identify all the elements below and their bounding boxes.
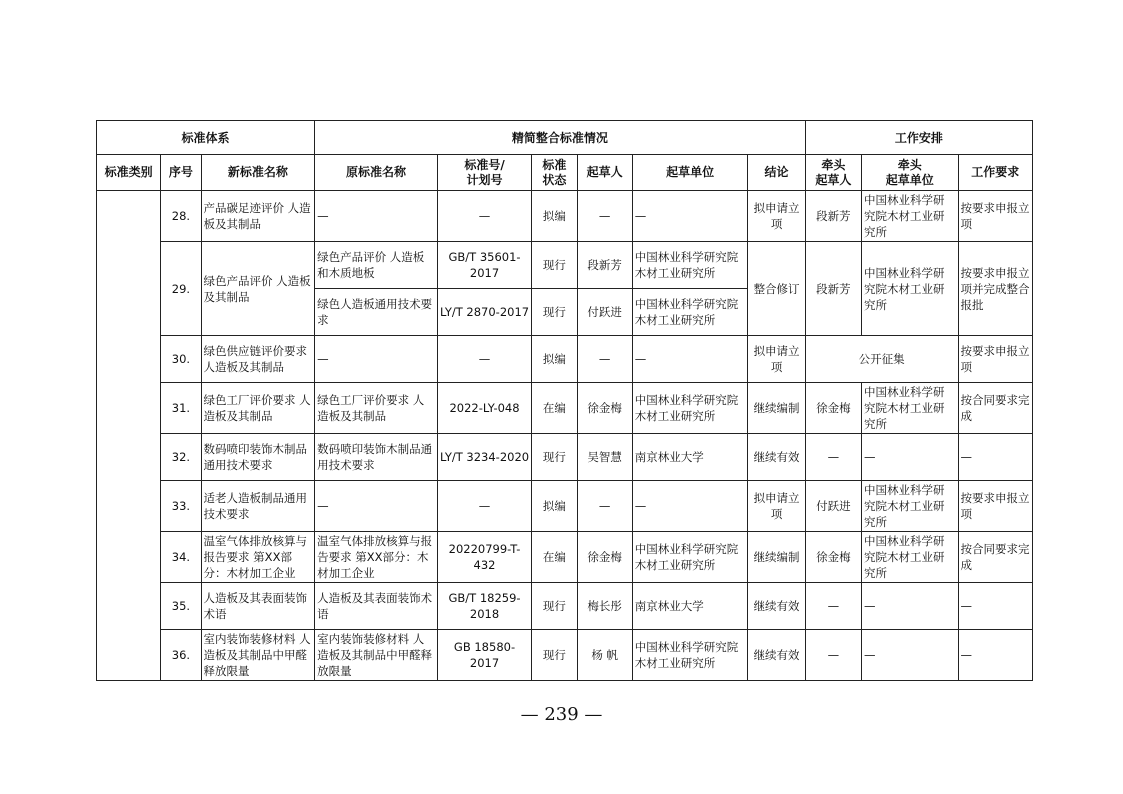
drafter: 徐金梅 [577,532,632,583]
lead-drafting-unit: 中国林业科学研究院木材工业研究所 [862,383,959,434]
column-header: 标准类别 [97,155,161,191]
work-requirement: — [958,583,1032,630]
conclusion: 继续编制 [748,532,805,583]
new-standard-name: 室内装饰装修材料 人造板及其制品中甲醛释放限量 [201,630,315,681]
sequence-cell: 28. [161,191,201,242]
lead-drafter-merged: 公开征集 [805,336,958,383]
standard-status: 现行 [532,630,577,681]
sequence-cell: 33. [161,481,201,532]
new-standard-name: 数码喷印装饰木制品通用技术要求 [201,434,315,481]
drafter: 段新芳 [577,242,632,289]
lead-drafting-unit: 中国林业科学研究院木材工业研究所 [862,481,959,532]
header-group-row [97,121,1033,155]
work-requirement: 按合同要求完成 [958,532,1032,583]
original-standard-name: 人造板及其表面装饰术语 [315,583,438,630]
standard-number: LY/T 3234-2020 [437,434,532,481]
standards-table [96,120,1033,681]
table-row [97,630,1033,681]
work-requirement: 按要求申报立项 [958,191,1032,242]
new-standard-name: 绿色供应链评价要求 人造板及其制品 [201,336,315,383]
original-standard-name: — [315,191,438,242]
conclusion: 继续有效 [748,630,805,681]
column-header: 序号 [161,155,201,191]
standard-number: GB 18580-2017 [437,630,532,681]
lead-drafter: 徐金梅 [805,532,861,583]
drafting-unit: 中国林业科学研究院木材工业研究所 [632,289,748,336]
standard-number: — [437,336,532,383]
lead-drafting-unit: — [862,434,959,481]
table-row [97,191,1033,242]
drafter: 徐金梅 [577,383,632,434]
original-standard-name: 温室气体排放核算与报告要求 第XX部分：木材加工企业 [315,532,438,583]
sequence-cell: 32. [161,434,201,481]
drafter: 付跃进 [577,289,632,336]
original-standard-name: 数码喷印装饰木制品通用技术要求 [315,434,438,481]
standard-status: 现行 [532,583,577,630]
standard-number: LY/T 2870-2017 [437,289,532,336]
column-header: 起草人 [577,155,632,191]
drafter: — [577,481,632,532]
standard-number: GB/T 35601-2017 [437,242,532,289]
standard-status: 现行 [532,289,577,336]
original-standard-name: 室内装饰装修材料 人造板及其制品中甲醛释放限量 [315,630,438,681]
category-cell [97,191,161,681]
drafter: 梅长彤 [577,583,632,630]
table-row [97,583,1033,630]
table-row [97,434,1033,481]
table-row [97,336,1033,383]
drafting-unit: 中国林业科学研究院木材工业研究所 [632,383,748,434]
work-requirement: 按合同要求完成 [958,383,1032,434]
conclusion: 继续有效 [748,583,805,630]
sequence-cell: 31. [161,383,201,434]
page-number: — 239 — [520,704,603,725]
standard-status: 现行 [532,434,577,481]
sequence-cell: 29. [161,242,201,336]
sequence-cell: 36. [161,630,201,681]
work-requirement: 按要求申报立项 [958,336,1032,383]
column-header: 结论 [748,155,805,191]
standard-number: — [437,481,532,532]
standard-status: 拟编 [532,336,577,383]
drafting-unit: 中国林业科学研究院木材工业研究所 [632,630,748,681]
lead-drafting-unit: — [862,583,959,630]
conclusion: 拟申请立项 [748,336,805,383]
new-standard-name: 绿色产品评价 人造板及其制品 [201,242,315,336]
sequence-cell: 34. [161,532,201,583]
lead-drafter: 段新芳 [805,191,861,242]
lead-drafter: — [805,630,861,681]
table-row [97,242,1033,289]
conclusion: 整合修订 [748,242,805,336]
lead-drafter: — [805,583,861,630]
drafting-unit: — [632,481,748,532]
column-header: 牵头 起草人 [805,155,861,191]
standard-number: 2022-LY-048 [437,383,532,434]
column-header: 原标准名称 [315,155,438,191]
standard-number: GB/T 18259-2018 [437,583,532,630]
standard-number: 20220799-T-432 [437,532,532,583]
standard-status: 在编 [532,532,577,583]
column-header: 工作要求 [958,155,1032,191]
conclusion: 继续有效 [748,434,805,481]
lead-drafter: — [805,434,861,481]
lead-drafting-unit: 中国林业科学研究院木材工业研究所 [862,532,959,583]
column-header: 新标准名称 [201,155,315,191]
drafting-unit: — [632,191,748,242]
column-header: 牵头 起草单位 [862,155,959,191]
standard-status: 在编 [532,383,577,434]
conclusion: 拟申请立项 [748,481,805,532]
header-integration-status: 精简整合标准情况 [315,121,806,155]
original-standard-name: 绿色人造板通用技术要求 [315,289,438,336]
lead-drafting-unit: — [862,630,959,681]
new-standard-name: 温室气体排放核算与报告要求 第XX部分：木材加工企业 [201,532,315,583]
work-requirement: — [958,630,1032,681]
table-row [97,383,1033,434]
work-requirement: 按要求申报立项并完成整合报批 [958,242,1032,336]
header-standard-system: 标准体系 [97,121,315,155]
header-work-arrangement: 工作安排 [805,121,1032,155]
conclusion: 继续编制 [748,383,805,434]
original-standard-name: — [315,481,438,532]
original-standard-name: 绿色产品评价 人造板和木质地板 [315,242,438,289]
lead-drafting-unit: 中国林业科学研究院木材工业研究所 [862,242,959,336]
drafter: 杨 帆 [577,630,632,681]
new-standard-name: 产品碳足迹评价 人造板及其制品 [201,191,315,242]
table-row [97,481,1033,532]
new-standard-name: 适老人造板制品通用技术要求 [201,481,315,532]
standard-status: 拟编 [532,191,577,242]
new-standard-name: 绿色工厂评价要求 人造板及其制品 [201,383,315,434]
table-body [97,191,1033,681]
standard-status: 拟编 [532,481,577,532]
lead-drafter: 付跃进 [805,481,861,532]
column-header: 标准号/ 计划号 [437,155,532,191]
original-standard-name: — [315,336,438,383]
drafting-unit: 南京林业大学 [632,434,748,481]
drafter: 吴智慧 [577,434,632,481]
new-standard-name: 人造板及其表面装饰术语 [201,583,315,630]
drafting-unit: 南京林业大学 [632,583,748,630]
standard-number: — [437,191,532,242]
column-header: 标准 状态 [532,155,577,191]
sequence-cell: 35. [161,583,201,630]
sequence-cell: 30. [161,336,201,383]
drafter: — [577,191,632,242]
drafter: — [577,336,632,383]
conclusion: 拟申请立项 [748,191,805,242]
header-column-row [97,155,1033,191]
original-standard-name: 绿色工厂评价要求 人造板及其制品 [315,383,438,434]
work-requirement: — [958,434,1032,481]
table-row [97,532,1033,583]
work-requirement: 按要求申报立项 [958,481,1032,532]
lead-drafter: 段新芳 [805,242,861,336]
lead-drafter: 徐金梅 [805,383,861,434]
drafting-unit: — [632,336,748,383]
lead-drafting-unit: 中国林业科学研究院木材工业研究所 [862,191,959,242]
drafting-unit: 中国林业科学研究院木材工业研究所 [632,242,748,289]
standard-status: 现行 [532,242,577,289]
column-header: 起草单位 [632,155,748,191]
drafting-unit: 中国林业科学研究院木材工业研究所 [632,532,748,583]
